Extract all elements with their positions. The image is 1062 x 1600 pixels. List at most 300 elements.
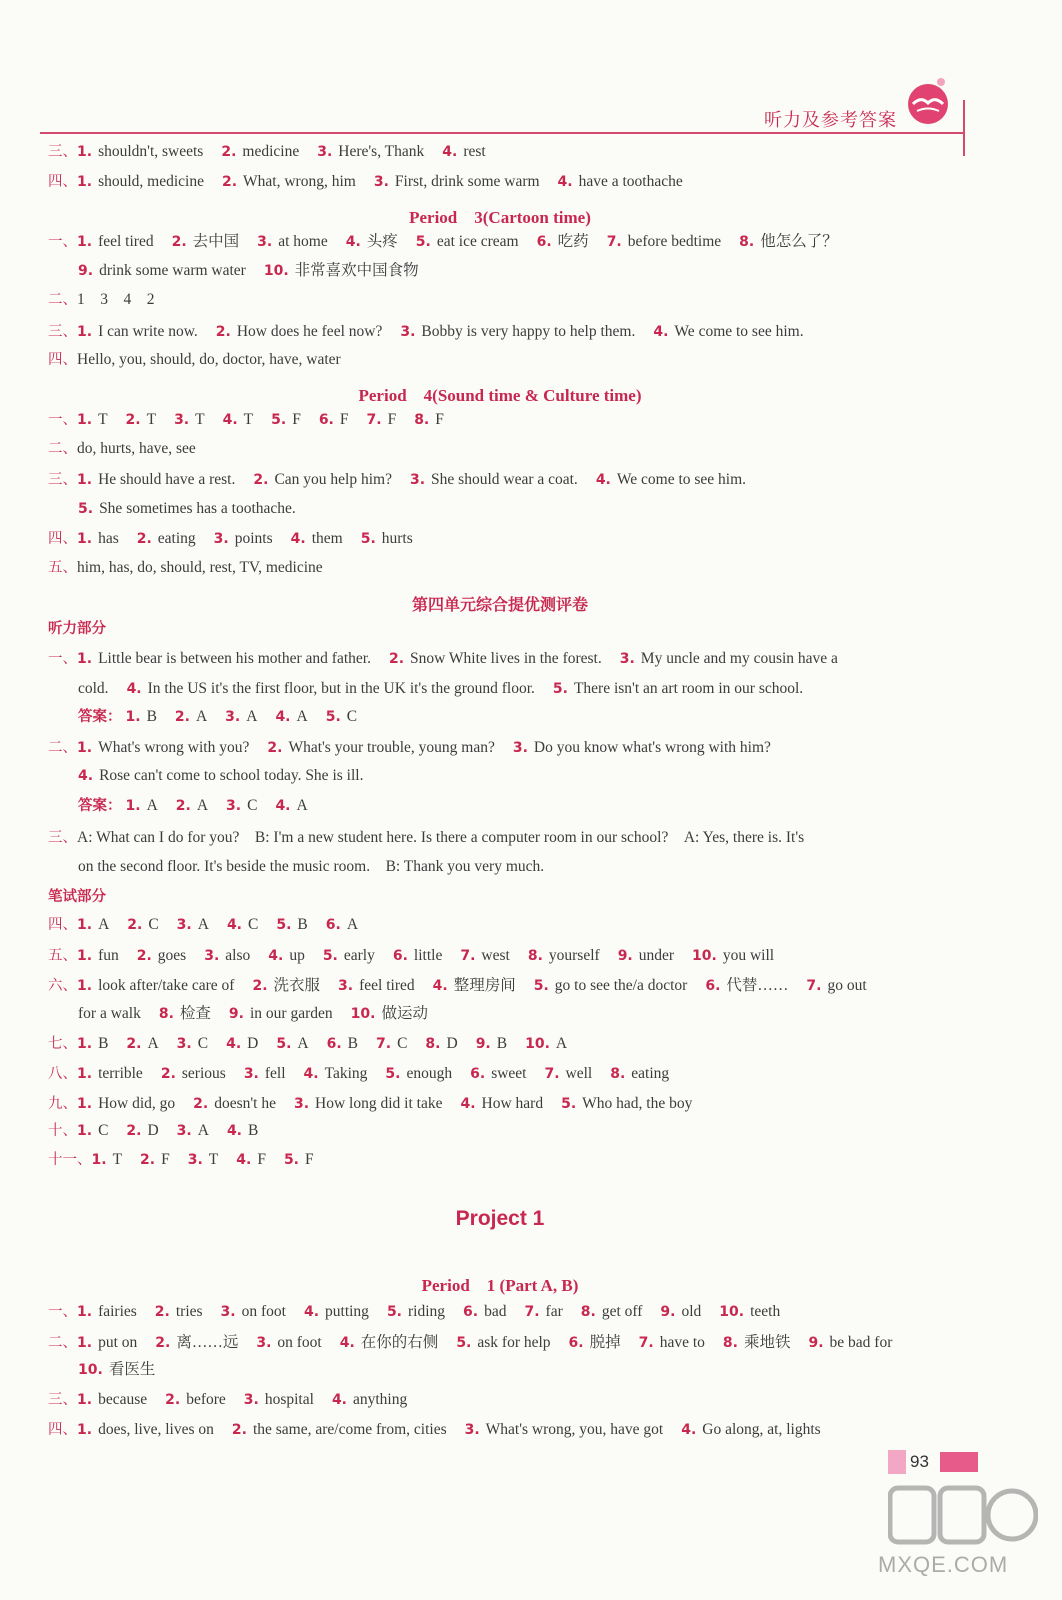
- item-number: 8.: [722, 1335, 738, 1351]
- question-label: 二、: [48, 1335, 77, 1351]
- item-number: 4.: [339, 1335, 355, 1351]
- item-answer: does, live, lives on: [98, 1421, 214, 1438]
- item-number: 9.: [228, 1006, 244, 1022]
- item-answer: What's wrong with you?: [98, 739, 250, 756]
- item-number: 3.: [293, 1096, 310, 1112]
- item-answer: far: [545, 1303, 563, 1320]
- item-number: 2.: [136, 948, 152, 964]
- question-label: 五、: [48, 948, 77, 964]
- item-answer: you will: [722, 947, 775, 964]
- item-answer: anything: [353, 1391, 408, 1408]
- item-number: 9.: [78, 263, 94, 279]
- answer-text: Hello, you, should, do, doctor, have, water: [77, 351, 341, 368]
- section-title: Period 3(Cartoon time): [409, 208, 591, 227]
- item-answer: D: [446, 1035, 458, 1052]
- item-number: 3.: [176, 917, 192, 933]
- item-number: 6.: [536, 234, 552, 250]
- question-label: 九、: [48, 1096, 77, 1112]
- item-answer: D: [247, 1035, 259, 1052]
- item-number: 2.: [252, 978, 268, 994]
- item-number: 5.: [533, 978, 549, 994]
- item-answer: C: [98, 1122, 109, 1139]
- item-number: 3.: [619, 651, 635, 667]
- item-answer: on foot: [241, 1303, 286, 1320]
- item-number: 4.: [222, 412, 238, 428]
- item-answer: hurts: [381, 530, 413, 547]
- item-answer: What's wrong, you, have got: [485, 1421, 664, 1438]
- item-answer: because: [98, 1391, 148, 1408]
- page-number-box: [888, 1448, 983, 1474]
- answer-line: [78, 1360, 978, 1380]
- item-answer: C: [148, 916, 159, 933]
- page-header: [40, 100, 965, 134]
- answer-line: [48, 976, 948, 996]
- item-answer: fun: [98, 947, 119, 964]
- section-title: Project 1: [455, 1207, 545, 1230]
- question-label: 一、: [48, 1304, 77, 1320]
- item-answer: feel tired: [98, 233, 154, 250]
- item-answer: have to: [659, 1334, 705, 1351]
- item-number: 5.: [415, 234, 431, 250]
- item-answer: T: [146, 411, 157, 428]
- item-number: 3.: [226, 798, 242, 814]
- item-answer: B: [347, 1035, 359, 1052]
- item-number: 3.: [243, 1392, 259, 1408]
- answer-key-label: 答案：: [78, 798, 122, 814]
- section-title: 第四单元综合提优测评卷: [411, 595, 588, 614]
- item-answer: First, drink some warm: [394, 173, 540, 190]
- item-number: 2.: [140, 1152, 156, 1168]
- item-answer: A: [196, 797, 209, 814]
- question-label: 三、: [48, 1392, 77, 1408]
- item-answer: 做运动: [381, 1005, 428, 1022]
- item-number: 1.: [125, 709, 141, 725]
- answer-text: him, has, do, should, rest, TV, medicine: [77, 559, 323, 576]
- item-answer: Little bear is between his mother and father.: [98, 650, 371, 667]
- item-answer: be bad for: [829, 1334, 893, 1351]
- item-answer: up: [289, 947, 305, 964]
- question-label: 二、: [48, 740, 77, 756]
- question-label: 三、: [48, 324, 77, 340]
- item-number: 10.: [78, 1362, 103, 1378]
- answer-line: [78, 1004, 978, 1024]
- item-answer: C: [346, 708, 358, 725]
- item-answer: goes: [157, 947, 187, 964]
- answer-key-label: 答案：: [78, 709, 122, 725]
- section-title: Period 1 (Part A, B): [421, 1276, 579, 1295]
- item-answer: 头疼: [366, 233, 398, 250]
- item-number: 4.: [226, 1123, 242, 1139]
- item-number: 2.: [193, 1096, 209, 1112]
- item-number: 1.: [125, 798, 141, 814]
- item-answer: F: [387, 411, 397, 428]
- item-number: 3.: [409, 472, 426, 488]
- item-number: 6.: [470, 1066, 486, 1082]
- item-number: 5.: [322, 948, 338, 964]
- item-answer: C: [248, 916, 259, 933]
- answer-line: [48, 558, 948, 578]
- item-answer: also: [225, 947, 251, 964]
- item-answer: F: [257, 1151, 266, 1168]
- answer-text: A: What can I do for you? B: I'm a new student here. Is there a computer room in our school? A: Yes, there is. It's: [77, 829, 805, 846]
- item-number: 9.: [808, 1335, 824, 1351]
- question-label: 四、: [48, 917, 77, 933]
- item-answer: 他怎么了？: [760, 233, 838, 250]
- item-number: 7.: [376, 1036, 392, 1052]
- item-answer: F: [292, 411, 301, 428]
- item-number: 3.: [225, 709, 241, 725]
- answer-text: on the second floor. It's beside the music room. B: Thank you very much.: [78, 858, 545, 875]
- item-number: 4.: [681, 1422, 697, 1438]
- answer-line: [48, 1333, 948, 1353]
- item-number: 3.: [204, 948, 220, 964]
- question-label: 三、: [48, 144, 77, 160]
- item-number: 1.: [77, 1392, 93, 1408]
- item-number: 2.: [253, 472, 269, 488]
- item-answer: F: [435, 411, 444, 428]
- item-answer: F: [339, 411, 349, 428]
- item-number: 4.: [226, 917, 242, 933]
- item-answer: She sometimes has a toothache.: [99, 500, 296, 517]
- item-answer: I can write now.: [98, 323, 198, 340]
- question-label: 二、: [48, 292, 77, 308]
- item-answer: the same, are/come from, cities: [252, 1421, 447, 1438]
- watermark-logo-icon: [888, 1482, 1038, 1548]
- item-number: 4.: [226, 1036, 242, 1052]
- item-number: 1.: [77, 948, 93, 964]
- section-title: Period 4(Sound time & Culture time): [358, 386, 642, 405]
- answer-line: [78, 707, 978, 727]
- item-number: 3.: [464, 1422, 480, 1438]
- item-number: 5.: [78, 501, 94, 517]
- bird-logo-icon: [901, 74, 955, 128]
- item-answer: He should have a rest.: [98, 471, 236, 488]
- item-number: 3.: [213, 531, 229, 547]
- item-answer: A: [296, 708, 308, 725]
- question-label: 四、: [48, 1422, 77, 1438]
- answer-line: [48, 946, 948, 966]
- item-answer: fell: [264, 1065, 286, 1082]
- item-answer: A: [147, 1035, 159, 1052]
- question-label: 一、: [48, 412, 77, 428]
- item-number: 7.: [460, 948, 476, 964]
- item-answer: Rose can't come to school today. She is ill.: [99, 767, 364, 784]
- item-answer: 在你的右侧: [360, 1334, 439, 1351]
- item-number: 8.: [580, 1304, 596, 1320]
- item-answer: ask for help: [477, 1334, 551, 1351]
- item-answer: on foot: [277, 1334, 322, 1351]
- item-number: 1.: [77, 1036, 93, 1052]
- item-number: 10.: [350, 1006, 376, 1022]
- answer-line: [48, 1390, 948, 1410]
- question-label: 三、: [48, 472, 77, 488]
- item-answer: have a toothache: [578, 173, 683, 190]
- answer-text: for a walk: [78, 1005, 141, 1022]
- item-number: 1.: [77, 234, 93, 250]
- item-number: 4.: [432, 978, 448, 994]
- item-answer: old: [681, 1303, 702, 1320]
- item-answer: rest: [463, 143, 486, 160]
- item-number: 2.: [388, 651, 405, 667]
- item-number: 2.: [174, 709, 190, 725]
- item-answer: We come to see him.: [616, 471, 747, 488]
- answer-line: [48, 1034, 948, 1054]
- item-answer: F: [161, 1151, 170, 1168]
- header-tick: [963, 100, 965, 156]
- answer-line: [78, 499, 978, 519]
- item-number: 7.: [606, 234, 622, 250]
- item-number: 5.: [552, 681, 568, 697]
- item-number: 3.: [220, 1304, 236, 1320]
- item-number: 1.: [77, 917, 93, 933]
- item-number: 3.: [338, 978, 354, 994]
- item-answer: points: [234, 530, 273, 547]
- item-answer: 洗衣服: [273, 977, 321, 994]
- answer-line: [48, 828, 948, 848]
- item-answer: A: [297, 1035, 309, 1052]
- item-answer: A: [197, 916, 209, 933]
- item-number: 1.: [77, 1096, 93, 1112]
- item-number: 1.: [77, 740, 93, 756]
- item-number: 5.: [276, 917, 292, 933]
- item-answer: B: [248, 1122, 259, 1139]
- item-answer: 吃药: [557, 233, 589, 250]
- item-number: 10.: [692, 948, 717, 964]
- item-answer: medicine: [242, 143, 300, 160]
- item-answer: early: [343, 947, 375, 964]
- item-answer: feel tired: [359, 977, 415, 994]
- item-number: 3.: [257, 234, 273, 250]
- item-answer: B: [146, 708, 157, 725]
- question-label: 七、: [48, 1036, 77, 1052]
- item-number: 4.: [442, 144, 458, 160]
- item-number: 6.: [318, 412, 334, 428]
- item-answer: What's your trouble, young man?: [288, 739, 495, 756]
- item-number: 1.: [77, 978, 93, 994]
- item-answer: look after/take care of: [98, 977, 235, 994]
- item-answer: put on: [98, 1334, 138, 1351]
- item-answer: Do you know what's wrong with him?: [533, 739, 771, 756]
- answer-line: [78, 679, 978, 699]
- item-number: 6.: [392, 948, 408, 964]
- item-number: 7.: [544, 1066, 560, 1082]
- answer-line: [48, 232, 948, 252]
- question-label: 四、: [48, 531, 77, 547]
- question-label: 六、: [48, 978, 77, 994]
- item-number: 8.: [527, 948, 543, 964]
- item-answer: 离……远: [176, 1334, 239, 1351]
- answer-line: [48, 1121, 948, 1141]
- item-number: 4.: [275, 709, 291, 725]
- item-answer: eat ice cream: [436, 233, 519, 250]
- question-label: 二、: [48, 441, 77, 457]
- item-number: 5.: [456, 1335, 472, 1351]
- item-number: 4.: [236, 1152, 252, 1168]
- item-number: 1.: [77, 412, 93, 428]
- question-label: 十一、: [48, 1152, 92, 1168]
- item-number: 9.: [475, 1036, 491, 1052]
- answer-line: [48, 649, 948, 669]
- item-answer: serious: [181, 1065, 226, 1082]
- item-number: 4.: [345, 234, 361, 250]
- item-number: 1.: [77, 144, 93, 160]
- item-answer: 非常喜欢中国食物: [294, 262, 419, 279]
- item-number: 4.: [595, 472, 611, 488]
- item-number: 1.: [77, 531, 93, 547]
- item-answer: A: [195, 708, 208, 725]
- page-number: 93: [910, 1452, 929, 1471]
- item-number: 2.: [136, 531, 152, 547]
- answer-line: [78, 857, 978, 877]
- answer-line: [78, 796, 978, 816]
- item-number: 2.: [221, 144, 237, 160]
- item-answer: terrible: [98, 1065, 143, 1082]
- item-answer: C: [397, 1035, 408, 1052]
- item-answer: C: [247, 797, 258, 814]
- item-number: 1.: [77, 651, 93, 667]
- item-number: 4.: [331, 1392, 347, 1408]
- question-label: 五、: [48, 560, 77, 576]
- item-answer: in our garden: [249, 1005, 333, 1022]
- item-number: 4.: [268, 948, 284, 964]
- answer-line: [48, 1064, 948, 1084]
- item-answer: C: [197, 1035, 209, 1052]
- item-number: 2.: [171, 234, 187, 250]
- item-number: 1.: [77, 1123, 93, 1139]
- item-number: 2.: [267, 740, 283, 756]
- item-answer: well: [565, 1065, 593, 1082]
- item-answer: fairies: [98, 1303, 137, 1320]
- item-answer: at home: [278, 233, 328, 250]
- item-answer: T: [195, 411, 205, 428]
- item-number: 3.: [373, 174, 389, 190]
- item-answer: Go along, at, lights: [702, 1421, 821, 1438]
- item-answer: go out: [827, 977, 867, 994]
- item-answer: F: [305, 1151, 314, 1168]
- item-number: 6.: [326, 1036, 342, 1052]
- item-number: 4.: [290, 531, 306, 547]
- item-number: 2.: [154, 1304, 170, 1320]
- item-answer: before bedtime: [627, 233, 722, 250]
- item-number: 3.: [317, 144, 333, 160]
- item-number: 5.: [325, 709, 341, 725]
- item-answer: She should wear a coat.: [431, 471, 578, 488]
- item-number: 4.: [303, 1066, 319, 1082]
- item-number: 2.: [221, 174, 238, 190]
- header-rule: [40, 132, 965, 134]
- item-answer: T: [98, 411, 108, 428]
- item-answer: them: [311, 530, 343, 547]
- item-answer: T: [208, 1151, 219, 1168]
- item-answer: west: [481, 947, 510, 964]
- item-answer: sweet: [491, 1065, 527, 1082]
- item-answer: yourself: [548, 947, 600, 964]
- answer-line: [78, 766, 978, 786]
- header-title: 听力及参考答案: [764, 110, 897, 131]
- item-answer: D: [147, 1122, 159, 1139]
- item-number: 1.: [91, 1152, 107, 1168]
- item-number: 1.: [77, 472, 93, 488]
- answer-line: [48, 172, 948, 192]
- item-answer: B: [496, 1035, 508, 1052]
- item-number: 6.: [705, 978, 721, 994]
- item-answer: 整理房间: [453, 977, 516, 994]
- answer-line: [48, 1094, 948, 1114]
- page-number-right-block: [940, 1452, 978, 1472]
- item-number: 9.: [660, 1304, 676, 1320]
- answer-line: [48, 142, 948, 162]
- answer-line: [48, 410, 948, 430]
- item-answer: get off: [601, 1303, 643, 1320]
- watermark: [878, 1480, 1048, 1590]
- item-number: 8.: [739, 234, 755, 250]
- question-label: 三、: [48, 830, 77, 846]
- item-answer: T: [112, 1151, 123, 1168]
- item-number: 4.: [275, 798, 291, 814]
- item-number: 1.: [77, 1304, 93, 1320]
- question-label: 八、: [48, 1066, 77, 1082]
- item-answer: A: [98, 916, 110, 933]
- item-answer: riding: [408, 1303, 446, 1320]
- item-number: 7.: [806, 978, 822, 994]
- answer-line: [48, 1302, 948, 1322]
- item-answer: Taking: [324, 1065, 368, 1082]
- item-answer: In the US it's the first floor, but in the UK it's the ground floor.: [147, 680, 535, 697]
- answer-line: [78, 261, 978, 281]
- item-number: 3.: [512, 740, 528, 756]
- item-answer: There isn't an art room in our school.: [573, 680, 804, 697]
- answer-text: do, hurts, have, see: [77, 440, 196, 457]
- answer-line: [48, 1420, 948, 1440]
- item-answer: A: [346, 916, 359, 933]
- item-number: 5.: [283, 1152, 299, 1168]
- item-answer: 去中国: [192, 233, 240, 250]
- item-number: 8.: [158, 1006, 174, 1022]
- item-answer: 代替……: [726, 977, 789, 994]
- item-number: 9.: [617, 948, 633, 964]
- item-answer: How long did it take: [315, 1095, 443, 1112]
- item-answer: A: [246, 708, 258, 725]
- item-answer: shouldn't, sweets: [98, 143, 204, 160]
- item-number: 5.: [276, 1036, 292, 1052]
- item-number: 3.: [187, 1152, 203, 1168]
- item-number: 1.: [77, 1066, 93, 1082]
- question-label: 四、: [48, 174, 77, 190]
- question-label: 一、: [48, 651, 77, 667]
- item-number: 2.: [126, 1123, 142, 1139]
- item-answer: Here's, Thank: [338, 143, 425, 160]
- item-number: 1.: [77, 1422, 93, 1438]
- item-answer: B: [98, 1035, 109, 1052]
- item-answer: How does he feel now?: [236, 323, 383, 340]
- item-answer: before: [186, 1391, 226, 1408]
- item-answer: A: [296, 797, 308, 814]
- answer-line: [48, 915, 948, 935]
- item-number: 5.: [271, 412, 287, 428]
- item-number: 7.: [366, 412, 382, 428]
- item-number: 8.: [414, 412, 430, 428]
- item-number: 4.: [303, 1304, 320, 1320]
- item-answer: eating: [157, 530, 196, 547]
- item-number: 1.: [77, 174, 93, 190]
- answer-line: [48, 439, 948, 459]
- item-answer: 检查: [179, 1005, 211, 1022]
- item-number: 4.: [653, 324, 669, 340]
- item-number: 3.: [176, 1123, 192, 1139]
- page-number-left-block: [888, 1450, 906, 1474]
- answer-line: [48, 529, 948, 549]
- item-answer: hospital: [264, 1391, 314, 1408]
